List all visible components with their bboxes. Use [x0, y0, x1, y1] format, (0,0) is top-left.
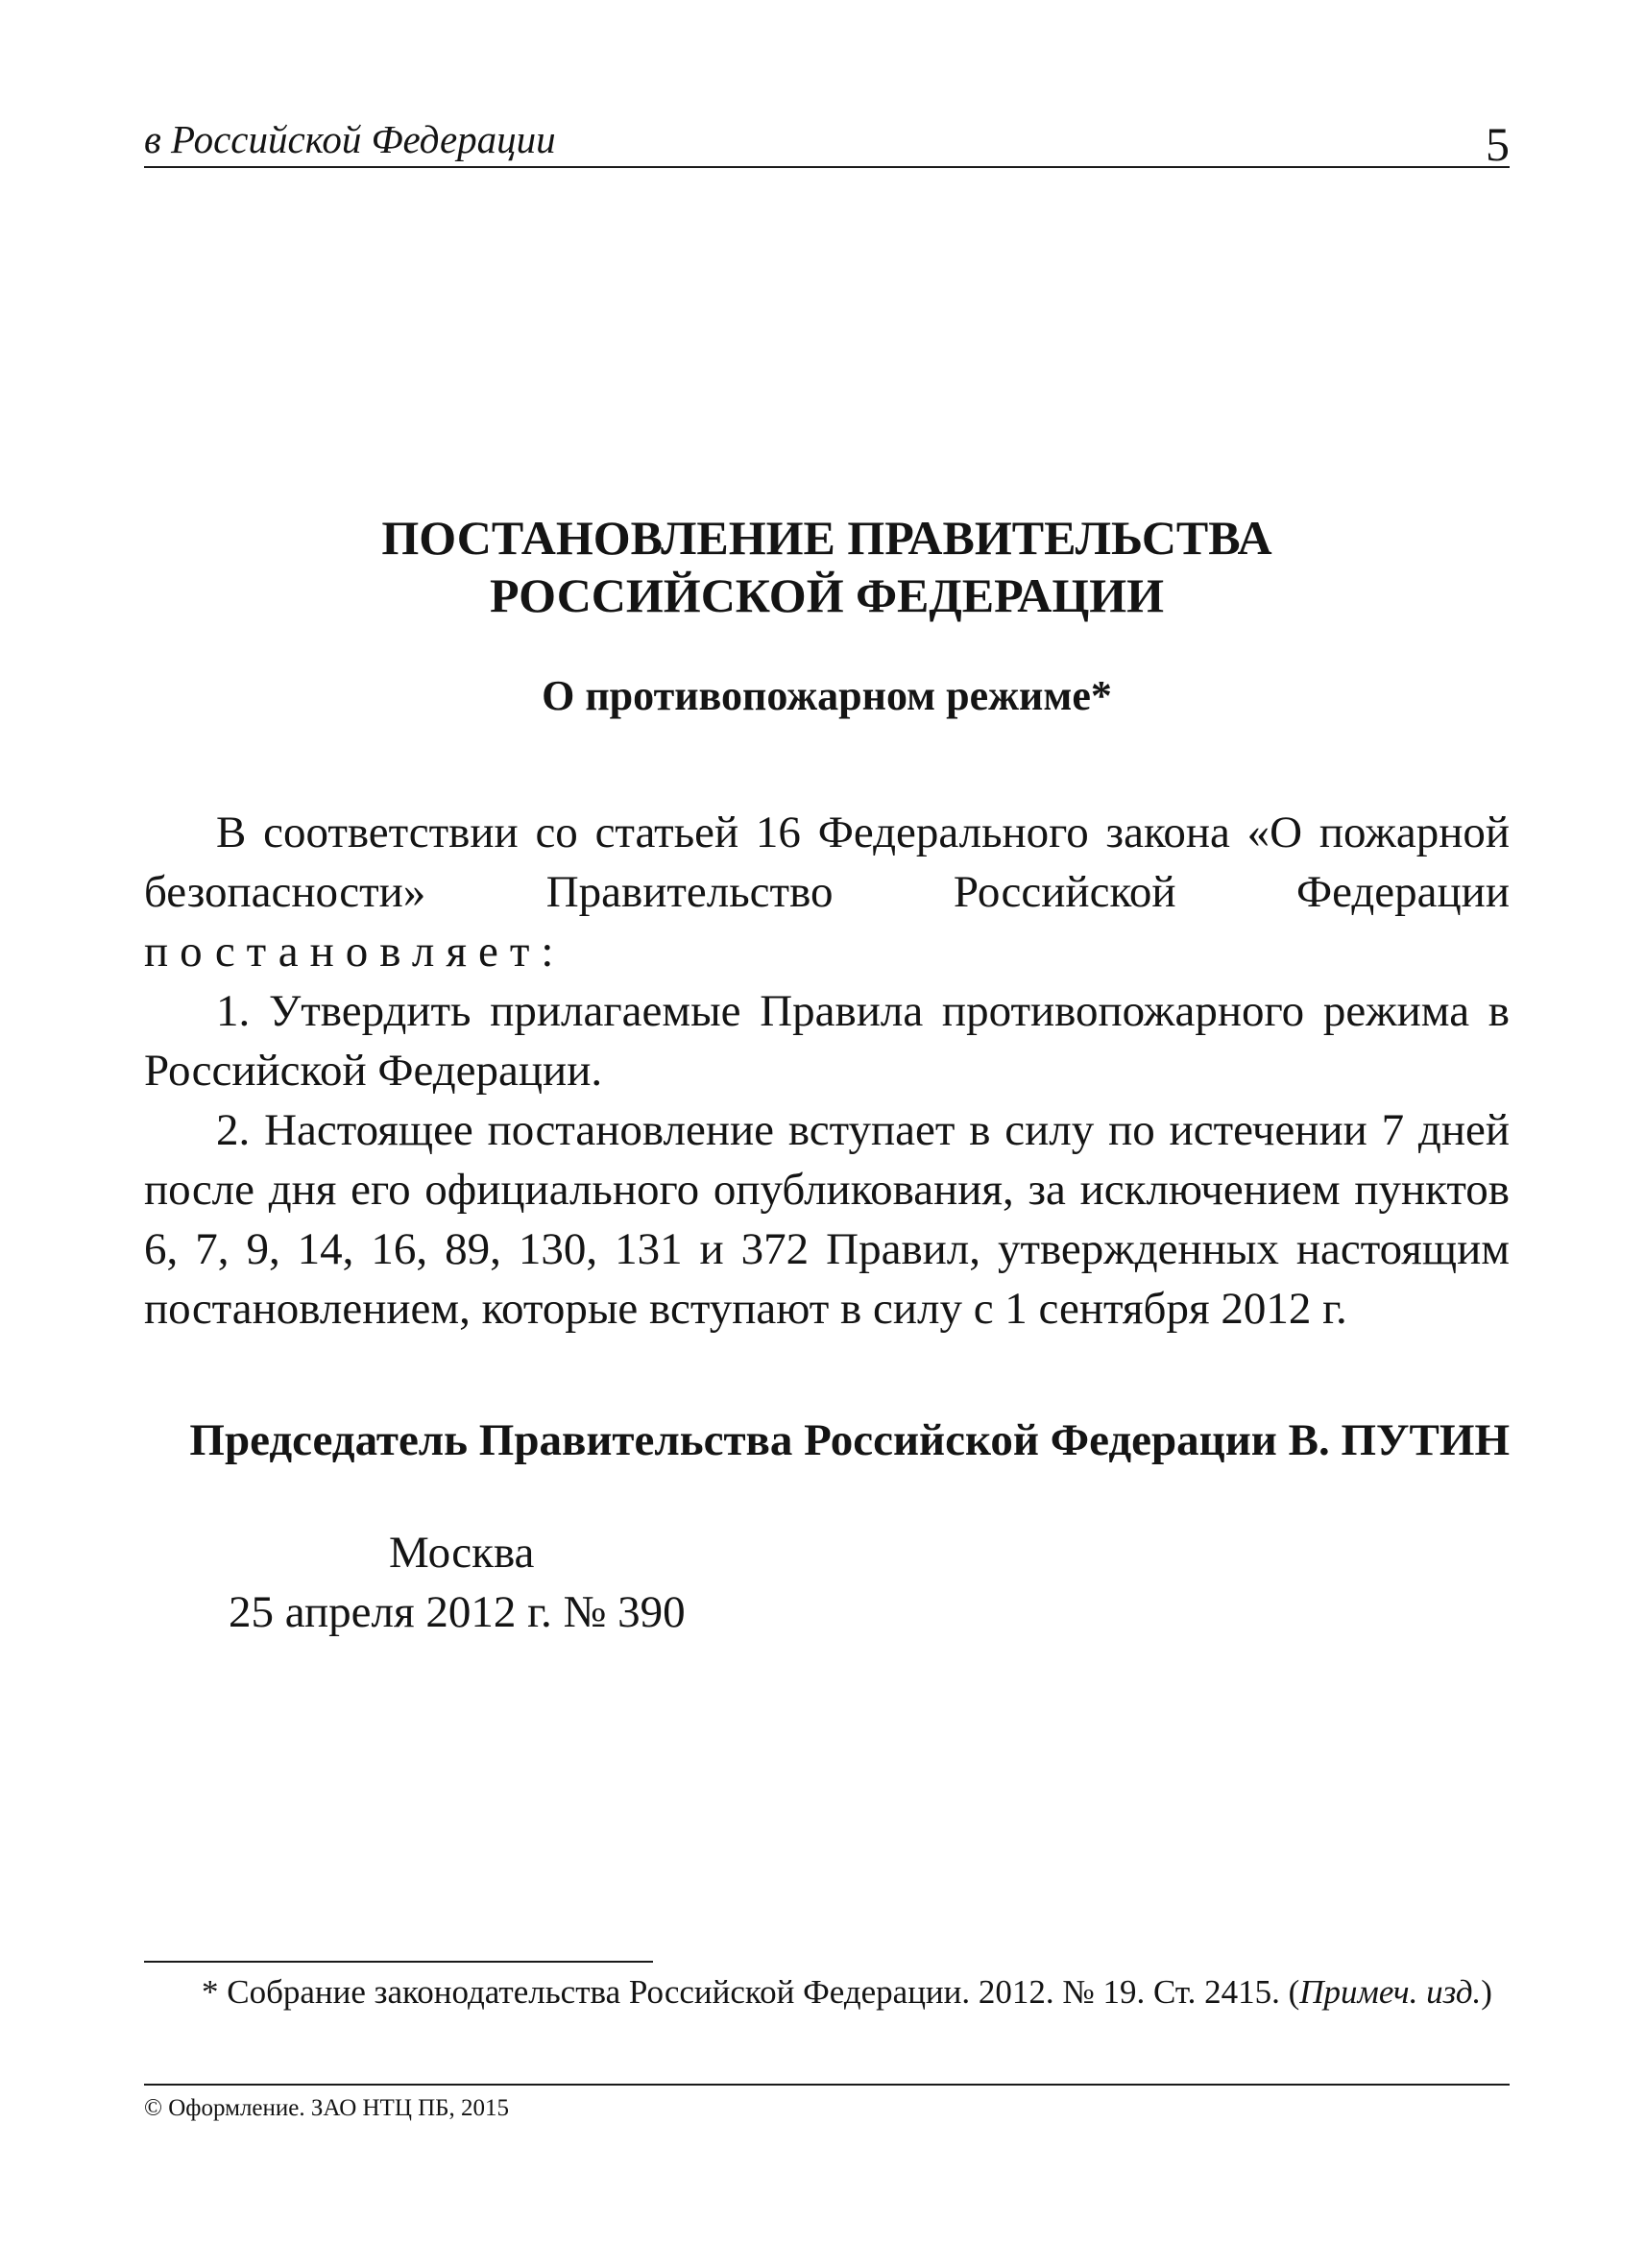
running-title: в Российской Федерации — [144, 117, 556, 161]
document-subtitle: О противопожарном режиме* — [542, 672, 1112, 719]
date-and-number: 25 апреля 2012 г. № 390 — [229, 1587, 686, 1637]
document-title-line-2: РОССИЙСКОЙ ФЕДЕРАЦИИ — [489, 568, 1165, 622]
document-title — [144, 509, 1510, 624]
intro-text: В соответствии со статьей 16 Федерального закона «О пожарной безопасности» Правительство Российской Федерации — [144, 808, 1510, 917]
footnote-divider — [144, 1961, 653, 1963]
document-title-line-1: ПОСТАНОВЛЕНИЕ ПРАВИТЕЛЬСТВА — [381, 511, 1272, 565]
place-of-signing: Москва — [389, 1528, 535, 1578]
footnote-close: ) — [1481, 1973, 1492, 2011]
footnote — [144, 1970, 1510, 2015]
document-body — [144, 803, 1510, 1339]
item-2-paragraph: 2. Настоящее постановление вступает в силу по истечении 7 дней после дня его официального опубликования, за исключением пунктов 6, 7, 9, 14, 16, 89, 130, 131 и 372 Правил, утвержденных настоящим постановлением, которые вступают в силу с 1 сентября 2012 г. — [144, 1105, 1510, 1334]
page-number: 5 — [1486, 117, 1510, 171]
copyright-notice: © Оформление. ЗАО НТЦ ПБ, 2015 — [144, 2095, 510, 2121]
copyright-divider — [144, 2084, 1510, 2086]
signature-line: Председатель Правительства Российской Федерации В. ПУТИН — [189, 1415, 1510, 1465]
footnote-text: * Собрание законодательства Российской Федерации. 2012. № 19. Ст. 2415. ( — [202, 1973, 1300, 2011]
item-1-paragraph: 1. Утвердить прилагаемые Правила противопожарного режима в Российской Федерации. — [144, 986, 1510, 1096]
footnote-publisher-note: Примеч. изд. — [1299, 1973, 1482, 2011]
running-header — [144, 110, 1510, 171]
intro-spaced-word: постановляет: — [144, 927, 566, 977]
intro-paragraph — [144, 803, 1510, 981]
